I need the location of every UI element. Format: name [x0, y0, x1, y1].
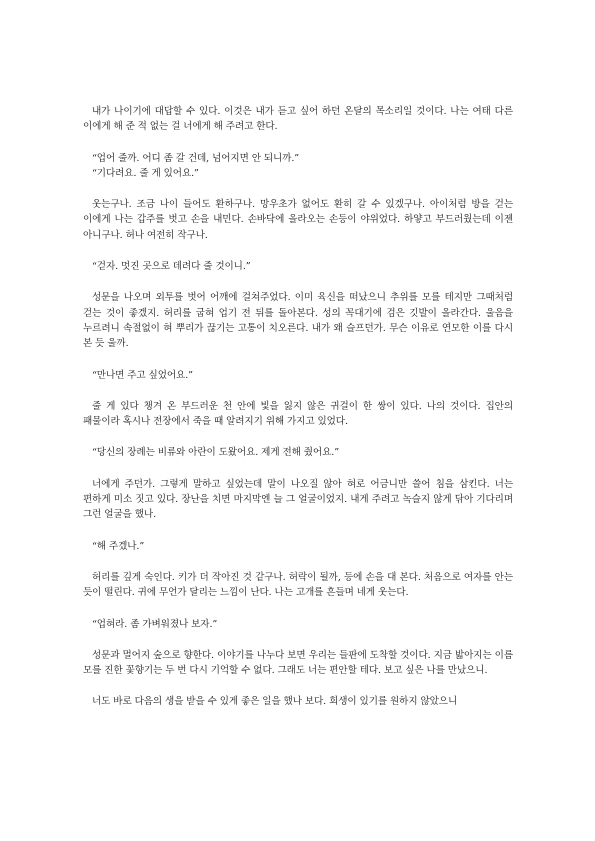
paragraph: 내가 나이기에 대답할 수 있다. 이것은 내가 듣고 싶어 하던 온달의 목소리일 것이다. 나는 여태 다른 이에게 해 준 적 없는 걸 너에게 해 주려고 한다.: [83, 106, 513, 133]
paragraph: 너에게 주던가. 그렇게 말하고 싶었는데 말이 나오질 않아 혀로 어금니만 쓸어 침을 삼킨다. 너는 편하게 미소 짓고 있다. 장난을 치면 마지막엔 늘 그 얼굴이었지. 내게 주려고 녹슬지 않게 닦아 기다리며 그런 얼굴을 했나.: [83, 478, 513, 521]
paragraph: 성문을 나오며 외투를 벗어 어깨에 걸쳐주었다. 이미 육신을 떠났으니 추위를 모를 테지만 그때처럼 걷는 것이 좋겠지. 허리를 굽혀 업기 전 뒤를 돌아본다. 성의 꼭대기에 검은 깃발이 올라간다. 울음을 누르려니 속절없이 혀 뿌리가 끊기는 고통이 치오른다. 내가 왜 슬프던가. 무슨 이유로 연모한 이를 다시 본 듯 울까.: [83, 292, 513, 350]
paragraph: 허리를 깊게 숙인다. 키가 더 작아진 것 같구나. 허락이 될까, 등에 손을 대 본다. 처음으로 여자를 안는 듯이 떨린다. 귀에 무언가 달리는 느낌이 난다. 나는 고개를 흔들며 네게 웃는다.: [83, 571, 513, 599]
paragraph: 성문과 멀어지 숲으로 향한다. 이야기를 나누다 보면 우리는 들판에 도착할 것이다. 지금 밟아지는 이름 모를 진한 꽃향기는 두 번 다시 기억할 수 없다. 그래도 너는 편안할 테다. 보고 싶은 나를 만났으니.: [83, 649, 513, 677]
dialogue-line: “기다려요. 줄 게 있어요.”: [92, 167, 199, 179]
dialogue-line: “해 주겠나.”: [92, 540, 145, 552]
dialogue-line: “업어 줄까. 어디 좀 갈 건데, 넘어지면 안 되니까.”: [92, 152, 300, 164]
body-text: [83, 104, 513, 726]
dialogue-line: “걷자. 멋진 곳으로 데려다 줄 것이니.”: [92, 261, 251, 273]
dialogue-line: “당신의 장례는 비류와 아란이 도왔어요. 제게 전해 줬어요.”: [92, 447, 340, 459]
paragraph: 너도 바로 다음의 생을 받을 수 있게 좋은 일을 했나 보다. 희생이 있기를 원하지 않았으니: [92, 696, 458, 708]
dialogue-line: “업혀라. 좀 가벼워졌나 보자.”: [92, 618, 218, 630]
paragraph: 줄 게 있다 챙겨 온 부드러운 천 안에 빛을 잃지 않은 귀걸이 한 쌍이 있다. 나의 것이다. 집안의 패물이라 혹시나 전장에서 죽을 때 알려지기 위해 가지고 있었다.: [83, 400, 513, 428]
paragraph: 웃는구나. 조금 나이 들어도 환하구나. 망우초가 없어도 환히 갈 수 있겠구나. 아이처럼 방을 걷는 이에게 나는 갑주를 벗고 손을 내민다. 손바닥에 올라오는 손등이 야위었다. 하얗고 부드러웠는데 이젠 아니구나. 허나 여전히 작구나.: [83, 199, 513, 241]
dialogue-line: “만나면 주고 싶었어요.”: [92, 369, 193, 381]
